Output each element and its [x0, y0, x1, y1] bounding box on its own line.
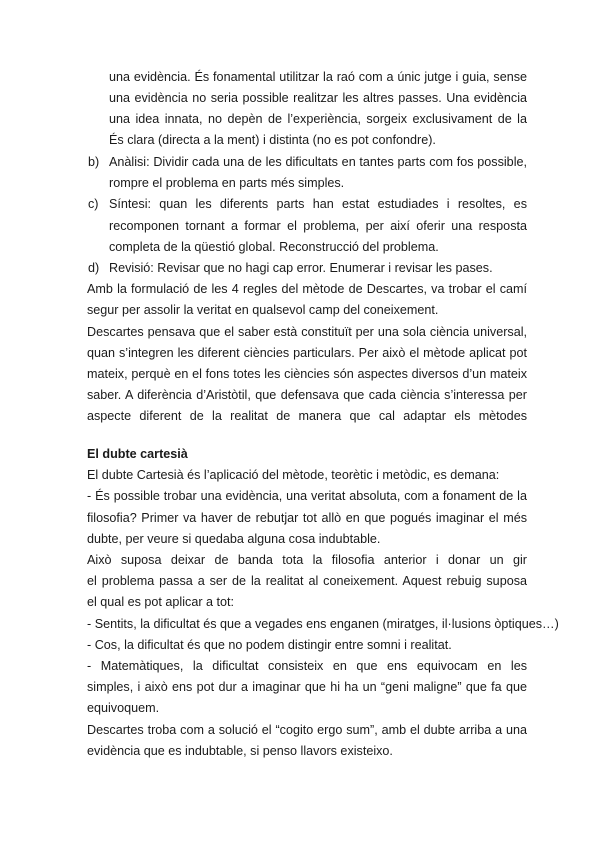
rule-c-line: recomponen tornant a formar el problema, per així oferir una resposta: [109, 219, 527, 233]
intro-line: una idea innata, no depèn de l’experiència, sorgeix exclusivament de la: [109, 112, 527, 126]
rule-marker-b: b): [88, 155, 100, 169]
rule-b-line: rompre el problema en parts més simples.: [109, 176, 345, 190]
paragraph-line: El dubte Cartesià és l’aplicació del mètode, teorètic i metòdic, es demana:: [87, 468, 500, 482]
paragraph-line: quan s’integren les diferent ciències particulars. Per això el mètode aplicat pot: [87, 346, 527, 360]
paragraph-line: evidència que es indubtable, si penso llavors existeixo.: [87, 744, 393, 758]
list-item: equivoquem.: [87, 701, 160, 715]
list-item: - Sentits, la dificultat és que a vegades ens enganen (miratges, il·lusions òptiques…): [87, 617, 559, 631]
paragraph-line: mateix, perquè en el fons totes les ciències són aspectes diversos d’un mateix: [87, 367, 527, 381]
paragraph-line: Això suposa deixar de banda tota la filosofia anterior i donar un gir: [87, 553, 527, 567]
paragraph-line: saber. A diferència d’Aristòtil, que defensava que cada ciència s’interessa per: [87, 388, 527, 402]
list-item: simples, i això ens pot dur a imaginar que hi ha un “geni maligne” que fa que: [87, 680, 527, 694]
rule-marker-d: d): [88, 261, 100, 275]
section-heading: El dubte cartesià: [87, 447, 188, 461]
paragraph-line: Descartes troba com a solució el “cogito ergo sum”, amb el dubte arriba a una: [87, 723, 527, 737]
rule-c-line: completa de la qüestió global. Reconstrucció del problema.: [109, 240, 439, 254]
intro-line: una evidència. És fonamental utilitzar la raó com a únic jutge i guia, sense: [109, 70, 527, 84]
list-item: - Cos, la dificultat és que no podem distingir entre somni i realitat.: [87, 638, 452, 652]
rule-b-line: Anàlisi: Dividir cada una de les dificultats en tantes parts com fos possible,: [109, 155, 527, 169]
rule-marker-c: c): [88, 197, 99, 211]
paragraph-line: - És possible trobar una evidència, una veritat absoluta, com a fonament de la: [87, 489, 527, 503]
rule-d-line: Revisió: Revisar que no hagi cap error. Enumerar i revisar les pases.: [109, 261, 493, 275]
paragraph-line: Descartes pensava que el saber està constituït per una sola ciència universal,: [87, 325, 527, 339]
intro-line: una evidència no seria possible realitzar les altres passes. Una evidència: [109, 91, 527, 105]
paragraph-line: aspecte diferent de la realitat de manera que cal adaptar els mètodes: [87, 409, 527, 423]
paragraph-line: Amb la formulació de les 4 regles del mètode de Descartes, va trobar el camí: [87, 282, 527, 296]
rule-c-line: Síntesi: quan les diferents parts han estat estudiades i resoltes, es: [109, 197, 527, 211]
paragraph-line: filosofia? Primer va haver de rebutjar tot allò en que pogués imaginar el més: [87, 511, 527, 525]
intro-line: És clara (directa a la ment) i distinta (no es pot confondre).: [109, 133, 436, 147]
paragraph-line: segur per assolir la veritat en qualsevol camp del coneixement.: [87, 303, 439, 317]
paragraph-line: el problema passa a ser de la realitat al coneixement. Aquest rebuig suposa: [87, 574, 527, 588]
list-item: - Matemàtiques, la dificultat consisteix en que ens equivocam en les: [87, 659, 527, 673]
paragraph-line: el qual es pot aplicar a tot:: [87, 595, 235, 609]
paragraph-line: dubte, per veure si quedaba alguna cosa indubtable.: [87, 532, 381, 546]
